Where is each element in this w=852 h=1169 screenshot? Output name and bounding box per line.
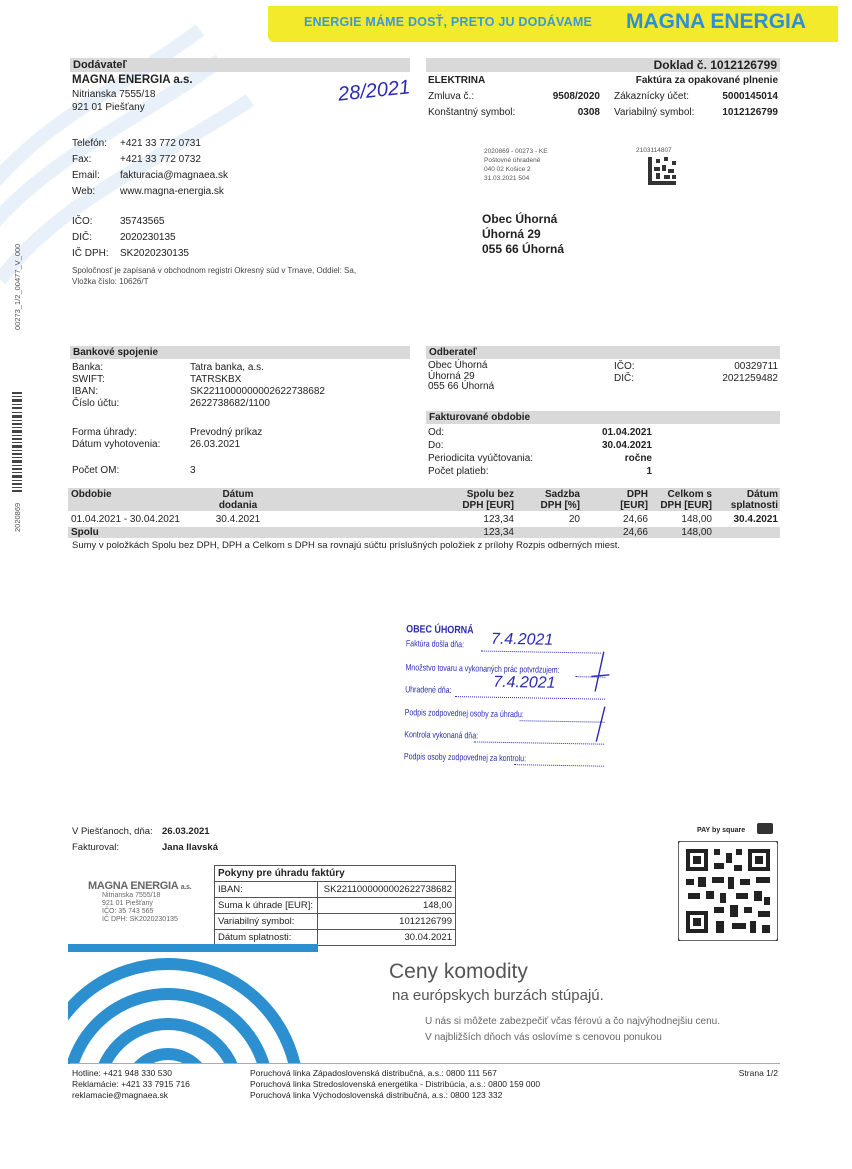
payment-instructions-table bbox=[214, 865, 456, 946]
customer-dic-value: 2021259482 bbox=[722, 373, 778, 384]
recipient-name: Obec Úhorná bbox=[482, 212, 558, 226]
variable-symbol-label: Variabilný symbol: bbox=[614, 107, 695, 118]
table-row: 01.04.2021 - 30.04.2021 30.4.2021 123,34 20 24,66 148,00 30.4.2021 bbox=[71, 514, 778, 525]
pay-by-square-label: PAY by square bbox=[697, 827, 746, 834]
issued-by: Fakturoval: Jana Ilavská bbox=[72, 842, 218, 853]
payment-row: Dátum splatnosti: 30.04.2021 bbox=[215, 930, 456, 946]
stamp-line: Množstvo tovaru a vykonaných prác potvrdzujem: bbox=[405, 656, 610, 684]
id-row: IČ DPH: SK2020230135 bbox=[72, 248, 189, 259]
col-vat-rate: Sadzba DPH [%] bbox=[540, 489, 580, 511]
customer-dic-label: DIČ: bbox=[614, 373, 634, 384]
period-details bbox=[428, 426, 652, 478]
stamp-line: Uhradené dňa: 7.4.2021 bbox=[405, 680, 610, 706]
promo-swirl-logo-icon bbox=[68, 944, 318, 1064]
invoice-number: Doklad č. 1012126799 bbox=[653, 58, 777, 72]
col-net: Spolu bez DPH [EUR] bbox=[462, 489, 514, 511]
stamp-line: Faktúra došla dňa: 7.4.2021 bbox=[406, 635, 611, 660]
postal-datamatrix-icon bbox=[648, 157, 676, 185]
recipient-street: Úhorná 29 bbox=[482, 227, 541, 241]
supplier-ids bbox=[72, 216, 372, 264]
period-row: Do: 30.04.2021 bbox=[428, 440, 652, 451]
stamp-title: OBEC ÚHORNÁ bbox=[406, 623, 474, 637]
period-heading: Fakturované obdobie bbox=[426, 411, 780, 424]
col-total: Celkom s DPH [EUR] bbox=[660, 489, 712, 511]
contact-row: Email: fakturacia@magnaea.sk bbox=[72, 170, 228, 181]
company-stamp: MAGNA ENERGIA a.s. Nitrianska 7555/18 921 01 Piešťany IČO: 35 743 565 IČ DPH: SK2020230135 bbox=[88, 880, 192, 923]
bank-row: Číslo účtu: 2622738682/1100 bbox=[72, 398, 270, 409]
brand-logo: MAGNA ENERGIA bbox=[626, 10, 807, 33]
bank-row: Dátum vyhotovenia: 26.03.2021 bbox=[72, 439, 241, 450]
invoice-commodity: ELEKTRINA bbox=[428, 75, 486, 86]
promo-subheadline: na európskych burzách stúpajú. bbox=[392, 987, 604, 1004]
constant-symbol-value: 0308 bbox=[577, 107, 600, 118]
supplier-street: Nitrianska 7555/18 bbox=[72, 89, 156, 100]
supplier-heading: Dodávateľ bbox=[70, 58, 410, 72]
payment-title: Pokyny pre úhradu faktúry bbox=[215, 866, 456, 882]
col-period: Obdobie bbox=[71, 489, 112, 500]
col-due-date: Dátum splatnosti bbox=[730, 489, 778, 511]
registry-note: Spoločnosť je zapísaná v obchodnom registri Okresný súd v Trnave, Oddiel: Sa, Vložka číslo: 10626/T bbox=[72, 266, 357, 286]
page-number: Strana 1/2 bbox=[738, 1068, 778, 1078]
contact-row: Telefón: +421 33 772 0731 bbox=[72, 138, 201, 149]
recipient-city: 055 66 Úhorná bbox=[482, 242, 565, 256]
promo-text-2: V najbližších dňoch vás oslovíme s cenovou ponukou bbox=[425, 1032, 662, 1043]
invoice-type: Faktúra za opakované plnenie bbox=[635, 75, 778, 86]
period-row: Od: 01.04.2021 bbox=[428, 427, 652, 438]
payment-row: Suma k úhrade [EUR]: 148,00 bbox=[215, 898, 456, 914]
bank-row: Banka: Tatra banka, a.s. bbox=[72, 362, 264, 373]
customer-address: Obec Úhorná Úhorná 29 055 66 Úhorná bbox=[428, 360, 495, 392]
col-vat: DPH [EUR] bbox=[620, 489, 648, 511]
postal-code: 2103114807 bbox=[636, 147, 672, 154]
handwritten-registration-number: 28/2021 bbox=[336, 76, 412, 106]
stamp-line: Podpis osoby zodpovednej za kontrolu: bbox=[404, 746, 609, 772]
signature-mark-icon bbox=[582, 646, 614, 747]
contact-row: Web: www.magna-energia.sk bbox=[72, 186, 224, 197]
side-code-bottom: 2020869 bbox=[13, 502, 22, 532]
stamp-line: Podpis zodpovednej osoby za úhradu: bbox=[405, 702, 610, 728]
side-barcode-icon bbox=[12, 392, 22, 492]
supplier-name: MAGNA ENERGIA a.s. bbox=[72, 74, 193, 86]
summary-table-header bbox=[68, 488, 780, 511]
side-code-top: 00273_1/2_00477_V_000 bbox=[13, 243, 22, 330]
footer-divider bbox=[70, 1063, 780, 1064]
om-count: Počet OM: 3 bbox=[72, 465, 196, 476]
contract-value: 9508/2020 bbox=[552, 91, 600, 102]
bank-heading: Bankové spojenie bbox=[70, 346, 410, 359]
postal-imprint: 2020869 - 00273 - KE Poštovné úhradené 040 02 Košice 2 31.03.2021 504 bbox=[484, 148, 548, 182]
footer-contacts: Hotline: +421 948 330 530 Reklamácie: +421 33 7915 716 reklamacie@magnaea.sk bbox=[72, 1068, 190, 1100]
customer-heading: Odberateľ bbox=[426, 346, 780, 359]
pay-by-square-card-icon bbox=[757, 823, 773, 834]
banner-slogan: ENERGIE MÁME DOSŤ, PRETO JU DODÁVAME bbox=[304, 15, 593, 29]
recipient-address bbox=[482, 212, 564, 257]
id-row: DIČ: 2020230135 bbox=[72, 232, 176, 243]
period-row: Počet platieb: 1 bbox=[428, 466, 652, 477]
constant-symbol-label: Konštantný symbol: bbox=[428, 107, 516, 118]
promo-headline: Ceny komodity bbox=[389, 960, 528, 983]
invoice-number-band bbox=[426, 58, 780, 72]
supplier-contacts bbox=[72, 138, 372, 202]
period-row: Periodicita vyúčtovania: ročne bbox=[428, 453, 652, 464]
payment-qr-code-icon bbox=[678, 841, 778, 941]
promo-text-1: U nás si môžete zabezpečiť včas férovú a čo najvýhodnejšiu cenu. bbox=[425, 1016, 721, 1027]
place-date: V Piešťanoch, dňa: 26.03.2021 bbox=[72, 826, 210, 837]
footer-fault-lines: Poruchová linka Západoslovenská distribučná, a.s.: 0800 111 567 Poruchová linka Stredoslovenská energetika - Distribúcia, a.s.: 0800 159 000 Poruchová linka Východoslovenská distribučná, a.s.: 0800 123 332 bbox=[250, 1068, 541, 1100]
bank-details bbox=[72, 362, 325, 410]
customer-account-label: Zákaznícky účet: bbox=[614, 91, 690, 102]
bank-row: Forma úhrady: Prevodný príkaz bbox=[72, 427, 263, 438]
customer-account-value: 5000145014 bbox=[722, 91, 778, 102]
col-delivery-date: Dátum dodania bbox=[218, 489, 258, 511]
supplier-city: 921 01 Piešťany bbox=[72, 102, 145, 113]
payment-row: IBAN: SK2211000000002622738682 bbox=[215, 882, 456, 898]
customer-ico-label: IČO: bbox=[614, 361, 635, 372]
contract-label: Zmluva č.: bbox=[428, 91, 475, 102]
customer-ico-value: 00329711 bbox=[734, 361, 778, 372]
contact-row: Fax: +421 33 772 0732 bbox=[72, 154, 201, 165]
variable-symbol-value: 1012126799 bbox=[722, 107, 778, 118]
receipt-stamp bbox=[404, 623, 611, 772]
stamp-line: Kontrola vykonaná dňa: bbox=[404, 724, 609, 750]
table-note: Sumy v položkách Spolu bez DPH, DPH a Celkom s DPH sa rovnajú súčtu príslušných položiek z prílohy Rozpis odberných miest. bbox=[72, 540, 621, 551]
table-total-row: Spolu 123,34 24,66 148,00 bbox=[68, 527, 780, 538]
payment-row: Variabilný symbol: 1012126799 bbox=[215, 914, 456, 930]
payment-method-details bbox=[72, 427, 262, 451]
bank-row: SWIFT: TATRSKBX bbox=[72, 374, 242, 385]
top-banner bbox=[268, 6, 838, 42]
bank-row: IBAN: SK2211000000002622738682 bbox=[72, 386, 325, 397]
id-row: IČO: 35743565 bbox=[72, 216, 165, 227]
